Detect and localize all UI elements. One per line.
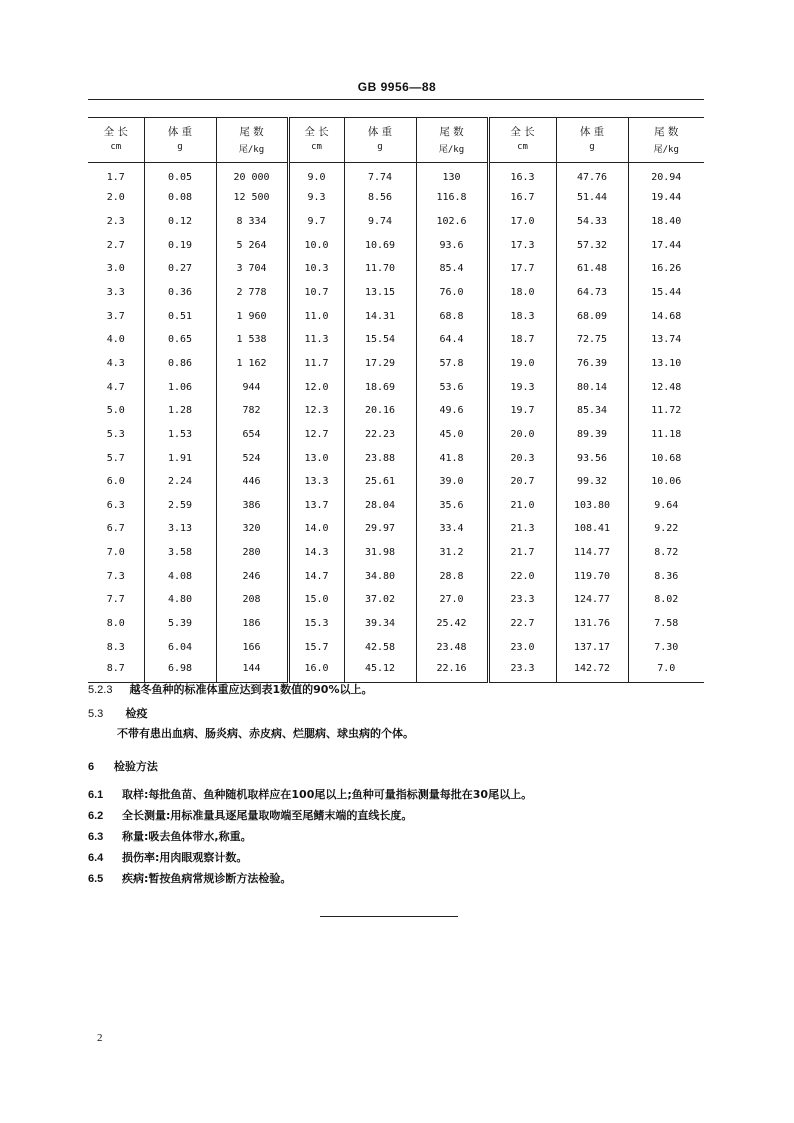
table-cell: 7.30 [628,635,704,659]
table-cell: 14.31 [344,304,416,328]
table-cell: 57.32 [556,233,628,257]
table-cell: 1.53 [144,423,216,447]
table-cell: 76.39 [556,352,628,376]
table-cell: 17.7 [488,257,556,281]
table-cell: 49.6 [416,399,488,423]
table-cell: 14.0 [288,517,344,541]
table-cell: 8.36 [628,564,704,588]
table-cell: 25.61 [344,470,416,494]
table-cell: 3.0 [106,263,125,275]
table-cell: 16.26 [628,257,704,281]
fish-weight-table [88,117,704,683]
table-cell: 7.7 [106,594,125,606]
column-header: 全 长 [488,118,556,143]
column-unit: cm [288,142,344,163]
table-cell: 280 [216,541,288,565]
column-unit: cm [488,142,556,163]
table-row [88,493,704,517]
table-cell: 19.3 [488,375,556,399]
table-cell: 21.0 [488,493,556,517]
table-cell: 13.74 [628,328,704,352]
clause-number: 6.1 [88,789,104,801]
table-cell: 6.04 [144,635,216,659]
table-cell: 6.98 [144,659,216,683]
table-cell: 246 [216,564,288,588]
table-cell: 0.08 [144,186,216,210]
clause-6-5 [88,871,291,887]
table-cell: 6.0 [106,476,125,488]
table-cell: 11.3 [288,328,344,352]
table-row [88,375,704,399]
clause-6-4 [88,850,247,866]
table-cell: 7.58 [628,612,704,636]
table-cell: 3.3 [106,287,125,299]
table-cell: 2.3 [106,216,125,228]
table-cell: 7.3 [106,570,125,582]
table-cell: 654 [216,423,288,447]
table-cell: 208 [216,588,288,612]
table-cell: 34.80 [344,564,416,588]
clause-text: 疾病:暂按鱼病常规诊断方法检验。 [122,872,292,885]
end-rule [320,916,458,917]
table-cell: 19.0 [488,352,556,376]
table-cell: 2.24 [144,470,216,494]
table-cell: 130 [416,163,488,187]
table-cell: 1 538 [216,328,288,352]
column-header: 体 重 [344,118,416,143]
table-row [88,352,704,376]
table-cell: 22.0 [488,564,556,588]
table-cell: 23.3 [488,659,556,683]
table-cell: 6.7 [106,523,125,535]
table-cell: 22.16 [416,659,488,683]
table-cell: 15.0 [288,588,344,612]
table-cell: 3.58 [144,541,216,565]
clause-text: 取样:每批鱼苗、鱼种随机取样应在100尾以上;鱼种可量指标测量每批在30尾以上。 [122,788,533,801]
table-cell: 23.0 [488,635,556,659]
table-cell: 0.36 [144,281,216,305]
table-cell: 47.76 [556,163,628,187]
table-cell: 10.3 [288,257,344,281]
table-cell: 20.0 [488,423,556,447]
table-cell: 8.0 [106,617,125,629]
table-row [88,517,704,541]
table-cell: 19.44 [628,186,704,210]
clause-6-2 [88,808,412,824]
table-row [88,304,704,328]
table-cell: 108.41 [556,517,628,541]
table-cell: 11.18 [628,423,704,447]
table-cell: 524 [216,446,288,470]
table-cell: 20.3 [488,446,556,470]
table-row [88,328,704,352]
table-cell: 137.17 [556,635,628,659]
table-cell: 11.72 [628,399,704,423]
table-cell: 21.7 [488,541,556,565]
table-cell: 9.7 [288,210,344,234]
table-cell: 3.13 [144,517,216,541]
table-cell: 42.58 [344,635,416,659]
clause-5-3-heading [88,706,148,722]
table-row [88,564,704,588]
table-row [88,399,704,423]
column-unit: g [556,142,628,163]
table-cell: 89.39 [556,423,628,447]
table-cell: 2.0 [106,192,125,204]
table-cell: 93.56 [556,446,628,470]
column-unit: 尾/kg [416,142,488,163]
table-cell: 0.51 [144,304,216,328]
table-cell: 99.32 [556,470,628,494]
clause-6-3 [88,829,252,845]
table-cell: 9.0 [288,163,344,187]
table-cell: 12.48 [628,375,704,399]
table-cell: 2.59 [144,493,216,517]
table-cell: 0.65 [144,328,216,352]
table-row [88,446,704,470]
table-cell: 8.3 [106,641,125,653]
table-row [88,423,704,447]
table-cell: 12.7 [288,423,344,447]
table-cell: 85.34 [556,399,628,423]
clause-number: 6.3 [88,831,104,843]
column-unit: 尾/kg [216,142,288,163]
table-row [88,257,704,281]
column-header: 体 重 [144,118,216,143]
table-cell: 1.7 [106,172,125,184]
table-cell: 13.3 [288,470,344,494]
table-cell: 21.3 [488,517,556,541]
table-cell: 45.12 [344,659,416,683]
table-cell: 1.91 [144,446,216,470]
table-cell: 23.3 [488,588,556,612]
table-cell: 16.7 [488,186,556,210]
table-cell: 10.68 [628,446,704,470]
table-cell: 37.02 [344,588,416,612]
table-cell: 944 [216,375,288,399]
table-cell: 14.3 [288,541,344,565]
column-unit: 尾/kg [628,142,704,163]
table-cell: 20.94 [628,163,704,187]
table-cell: 64.4 [416,328,488,352]
table-cell: 5 264 [216,233,288,257]
table-cell: 17.29 [344,352,416,376]
table-cell: 39.0 [416,470,488,494]
table-cell: 85.4 [416,257,488,281]
table-cell: 13.7 [288,493,344,517]
table-cell: 10.06 [628,470,704,494]
column-header: 尾 数 [216,118,288,143]
table-cell: 51.44 [556,186,628,210]
table-cell: 1.06 [144,375,216,399]
table-cell: 4.08 [144,564,216,588]
table-cell: 13.10 [628,352,704,376]
clause-number: 5.3 [88,708,104,720]
table-cell: 119.70 [556,564,628,588]
table-cell: 7.74 [344,163,416,187]
section-6-heading [88,759,158,775]
clause-text: 损伤率:用肉眼观察计数。 [122,851,248,864]
table-row [88,186,704,210]
table-cell: 22.23 [344,423,416,447]
table-cell: 11.0 [288,304,344,328]
table-row [88,470,704,494]
table-cell: 446 [216,470,288,494]
table-cell: 23.88 [344,446,416,470]
clause-number: 6.2 [88,810,104,822]
table-cell: 93.6 [416,233,488,257]
table-cell: 166 [216,635,288,659]
table-cell: 0.86 [144,352,216,376]
table-cell: 25.42 [416,612,488,636]
table-row [88,233,704,257]
table-cell: 8.02 [628,588,704,612]
document-code-header: GB 9956—88 [357,80,437,94]
column-header: 尾 数 [416,118,488,143]
table-cell: 8 334 [216,210,288,234]
table-cell: 4.0 [106,334,125,346]
clause-number: 6.4 [88,852,104,864]
page-number: 2 [97,1032,103,1044]
table-cell: 27.0 [416,588,488,612]
column-header: 全 长 [103,125,128,138]
table-header-row [88,118,704,143]
table-cell: 31.98 [344,541,416,565]
table-cell: 18.0 [488,281,556,305]
clause-title: 检疫 [125,707,148,720]
table-cell: 53.6 [416,375,488,399]
table-cell: 4.7 [106,381,125,393]
table-cell: 1.28 [144,399,216,423]
table-cell: 11.70 [344,257,416,281]
table-cell: 76.0 [416,281,488,305]
section-number: 6 [88,761,95,773]
table-cell: 8.56 [344,186,416,210]
table-cell: 7.0 [106,547,125,559]
table-cell: 2.7 [106,239,125,251]
table-row [88,659,704,683]
table-cell: 16.3 [488,163,556,187]
table-cell: 0.19 [144,233,216,257]
table-cell: 14.68 [628,304,704,328]
column-header: 全 长 [288,118,344,143]
table-cell: 23.48 [416,635,488,659]
table-cell: 17.44 [628,233,704,257]
table-cell: 782 [216,399,288,423]
table-cell: 2 778 [216,281,288,305]
table-cell: 18.69 [344,375,416,399]
table-cell: 28.8 [416,564,488,588]
table-cell: 18.40 [628,210,704,234]
table-row [88,635,704,659]
table-cell: 14.7 [288,564,344,588]
table-cell: 54.33 [556,210,628,234]
table-cell: 9.22 [628,517,704,541]
column-unit: g [344,142,416,163]
table-cell: 20.16 [344,399,416,423]
table-cell: 10.0 [288,233,344,257]
table-cell: 17.0 [488,210,556,234]
table-cell: 17.3 [488,233,556,257]
column-header: 体 重 [556,118,628,143]
table-cell: 20.7 [488,470,556,494]
table-cell: 102.6 [416,210,488,234]
table-cell: 15.3 [288,612,344,636]
table-cell: 103.80 [556,493,628,517]
table-cell: 142.72 [556,659,628,683]
clause-number: 5.2.3 [88,684,113,696]
table-row [88,541,704,565]
table-cell: 20 000 [216,163,288,187]
table-cell: 68.09 [556,304,628,328]
clause-5-2-3 [88,682,372,698]
table-cell: 8.72 [628,541,704,565]
table-cell: 6.3 [106,499,125,511]
table-cell: 9.3 [288,186,344,210]
column-unit: g [144,142,216,163]
table-cell: 11.7 [288,352,344,376]
table-cell: 29.97 [344,517,416,541]
table-cell: 33.4 [416,517,488,541]
table-cell: 15.7 [288,635,344,659]
table-cell: 1 960 [216,304,288,328]
clause-text: 越冬鱼种的标准体重应达到表1数值的90%以上。 [129,683,373,696]
table-unit-row [88,142,704,163]
table-cell: 16.0 [288,659,344,683]
table-cell: 12 500 [216,186,288,210]
clause-5-3-body: 不带有患出血病、肠炎病、赤皮病、烂腮病、球虫病的个体。 [117,727,414,740]
table-cell: 28.04 [344,493,416,517]
table-cell: 131.76 [556,612,628,636]
table-cell: 4.3 [106,357,125,369]
table-cell: 9.74 [344,210,416,234]
table-cell: 4.80 [144,588,216,612]
table-cell: 5.7 [106,452,125,464]
table-cell: 13.0 [288,446,344,470]
table-cell: 39.34 [344,612,416,636]
table-cell: 5.39 [144,612,216,636]
table-cell: 31.2 [416,541,488,565]
table-cell: 15.54 [344,328,416,352]
table-cell: 57.8 [416,352,488,376]
table-cell: 64.73 [556,281,628,305]
table-row [88,281,704,305]
clause-number: 6.5 [88,873,104,885]
table-cell: 9.64 [628,493,704,517]
table-cell: 68.8 [416,304,488,328]
table-row [88,612,704,636]
table-cell: 18.3 [488,304,556,328]
column-unit: cm [88,142,144,163]
table-cell: 3 704 [216,257,288,281]
table-cell: 13.15 [344,281,416,305]
table-cell: 8.7 [88,659,144,683]
table-cell: 1 162 [216,352,288,376]
table-cell: 0.12 [144,210,216,234]
table-cell: 61.48 [556,257,628,281]
section-title: 检验方法 [113,760,158,773]
table-cell: 144 [216,659,288,683]
table-cell: 19.7 [488,399,556,423]
table-cell: 12.3 [288,399,344,423]
table-cell: 114.77 [556,541,628,565]
table-cell: 22.7 [488,612,556,636]
clause-6-1 [88,787,532,803]
table-cell: 80.14 [556,375,628,399]
table-cell: 72.75 [556,328,628,352]
table-cell: 12.0 [288,375,344,399]
table-cell: 5.3 [106,428,125,440]
table-row [88,210,704,234]
table-cell: 10.7 [288,281,344,305]
table-cell: 15.44 [628,281,704,305]
table-row [88,163,704,187]
table-cell: 18.7 [488,328,556,352]
table-cell: 320 [216,517,288,541]
table-cell: 7.0 [628,659,704,683]
table-cell: 186 [216,612,288,636]
table-cell: 10.69 [344,233,416,257]
column-header: 尾 数 [628,118,704,143]
header-rule [88,99,704,100]
table-cell: 3.7 [106,310,125,322]
table-cell: 0.05 [144,163,216,187]
table-cell: 41.8 [416,446,488,470]
table-cell: 45.0 [416,423,488,447]
clause-text: 全长测量:用标准量具逐尾量取吻端至尾鳍末端的直线长度。 [122,809,413,822]
table-cell: 35.6 [416,493,488,517]
table-cell: 124.77 [556,588,628,612]
table-cell: 386 [216,493,288,517]
table-cell: 5.0 [106,405,125,417]
clause-text: 称量:吸去鱼体带水,称重。 [122,830,252,843]
table-cell: 116.8 [416,186,488,210]
table-cell: 0.27 [144,257,216,281]
table-row [88,588,704,612]
